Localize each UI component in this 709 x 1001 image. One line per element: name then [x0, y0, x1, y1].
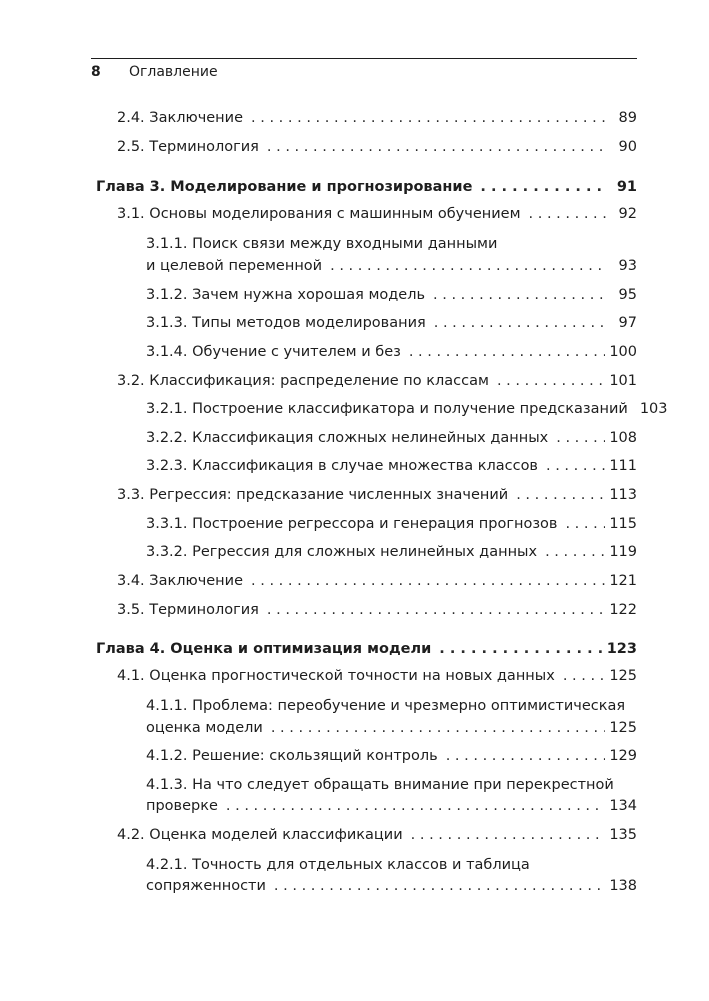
toc-entry[interactable]	[117, 666, 637, 686]
toc-entry[interactable]	[146, 718, 637, 738]
leader-dots	[226, 796, 605, 816]
toc-entry[interactable]	[146, 342, 637, 362]
toc-entry-label: 3.3.1. Построение регрессора и генерация прогнозов	[146, 516, 558, 532]
toc-entry-label: 3.1.2. Зачем нужна хорошая модель	[146, 287, 426, 303]
toc-entry-label: и целевой переменной	[146, 258, 323, 274]
leader-dots	[546, 456, 605, 476]
leader-dots	[330, 256, 607, 276]
leader-dots	[563, 666, 606, 686]
toc-entry-page: 122	[609, 602, 637, 618]
toc-entry[interactable]	[117, 571, 637, 591]
toc-entry-page: 103	[639, 401, 668, 417]
leader-dots	[251, 108, 607, 128]
toc-entry[interactable]	[146, 746, 637, 766]
toc-entry-label: проверке	[146, 798, 218, 814]
toc-chapter-label: Глава 4. Оценка и оптимизация модели	[96, 641, 432, 657]
leader-dots	[434, 313, 607, 333]
toc-entry-label: 3.3. Регрессия: предсказание численных значений	[117, 487, 509, 503]
toc-entry-label: 3.5. Терминология	[117, 602, 259, 618]
leader-dots	[267, 600, 605, 620]
toc-entry[interactable]	[146, 399, 668, 419]
toc-entry-label: 4.1.2. Решение: скользящий контроль	[146, 748, 438, 764]
toc-chapter[interactable]	[96, 639, 637, 659]
toc-entry[interactable]	[146, 514, 637, 534]
toc-entry-label-line1: 4.1.3. На что следует обращать внимание при перекрестной	[146, 777, 614, 793]
toc-entry-page: 89	[618, 110, 637, 126]
toc-entry-page: 113	[609, 487, 637, 503]
toc-entry[interactable]	[146, 313, 637, 333]
leader-dots	[274, 876, 605, 896]
toc-entry-page: 93	[618, 258, 637, 274]
toc-entry[interactable]	[146, 456, 637, 476]
toc-entry-page: 97	[618, 315, 637, 331]
toc-entry-label: 3.2.3. Классификация в случае множества классов	[146, 458, 538, 474]
toc-entry-label-line1: 3.1.1. Поиск связи между входными данными	[146, 236, 498, 252]
leader-dots	[516, 485, 605, 505]
toc-entry[interactable]	[146, 796, 637, 816]
toc-entry-page: 115	[609, 516, 637, 532]
toc-entry-page: 134	[609, 798, 637, 814]
toc-entry-page: 125	[609, 668, 637, 684]
toc-entry[interactable]	[117, 137, 637, 157]
leader-dots	[439, 639, 602, 659]
toc-entry-page: 108	[609, 430, 637, 446]
toc-entry-label: 4.1. Оценка прогностической точности на новых данных	[117, 668, 555, 684]
toc-entry-label: 2.5. Терминология	[117, 139, 259, 155]
toc-entry-label: 4.2. Оценка моделей классификации	[117, 827, 403, 843]
leader-dots	[433, 285, 607, 305]
leader-dots	[480, 177, 607, 197]
toc-entry[interactable]	[146, 428, 637, 448]
toc-entry-page: 125	[609, 720, 637, 736]
toc-entry-page: 138	[609, 878, 637, 894]
toc-entry-page: 135	[609, 827, 637, 843]
toc-chapter[interactable]	[96, 177, 637, 197]
toc-entry-label: 3.3.2. Регрессия для сложных нелинейных данных	[146, 544, 538, 560]
leader-dots	[545, 542, 605, 562]
toc-entry[interactable]	[146, 256, 637, 276]
toc-entry-page: 119	[609, 544, 637, 560]
toc-entry[interactable]	[146, 876, 637, 896]
toc-entry-label: 3.1. Основы моделирования с машинным обучением	[117, 206, 521, 222]
toc-entry-page: 111	[609, 458, 637, 474]
toc-entry-label: 3.1.3. Типы методов моделирования	[146, 315, 426, 331]
toc-entry-page: 129	[609, 748, 637, 764]
toc-entry-label-line1: 4.1.1. Проблема: переобучение и чрезмерно оптимистическая	[146, 698, 626, 714]
leader-dots	[251, 571, 605, 591]
leader-dots	[411, 825, 606, 845]
leader-dots	[529, 204, 607, 224]
toc-entry-page: 121	[609, 573, 637, 589]
toc-entry-page: 101	[609, 373, 637, 389]
toc-entry[interactable]	[117, 485, 637, 505]
toc-entry[interactable]	[117, 108, 637, 128]
leader-dots	[271, 718, 605, 738]
toc-entry-label: 3.1.4. Обучение с учителем и без	[146, 344, 401, 360]
toc-entry-label: 2.4. Заключение	[117, 110, 244, 126]
toc-entry[interactable]	[117, 204, 637, 224]
leader-dots	[556, 428, 605, 448]
toc-entry-label: 3.2. Классификация: распределение по классам	[117, 373, 489, 389]
toc-entry[interactable]	[146, 542, 637, 562]
leader-dots	[446, 746, 606, 766]
leader-dots	[497, 371, 605, 391]
toc-entry-label: сопряженности	[146, 878, 266, 894]
toc-entry[interactable]	[146, 285, 637, 305]
leader-dots	[565, 514, 605, 534]
toc-chapter-label: Глава 3. Моделирование и прогнозирование	[96, 179, 473, 195]
page-number: 8	[91, 64, 101, 80]
running-head-title: Оглавление	[129, 64, 218, 80]
toc-entry[interactable]	[117, 600, 637, 620]
leader-dots	[267, 137, 607, 157]
toc-entry-page: 100	[609, 344, 637, 360]
toc-entry-label-line1: 4.2.1. Точность для отдельных классов и таблица	[146, 857, 530, 873]
toc-entry-label: 3.2.1. Построение классификатора и получение предсказаний	[146, 401, 628, 417]
toc-entry[interactable]	[117, 371, 637, 391]
leader-dots	[409, 342, 605, 362]
toc-entry-page: 90	[618, 139, 637, 155]
toc-chapter-page: 91	[616, 179, 637, 195]
toc-entry-page: 92	[618, 206, 637, 222]
toc-entry-label: 3.4. Заключение	[117, 573, 244, 589]
toc-entry-page: 95	[618, 287, 637, 303]
toc-entry[interactable]	[117, 825, 637, 845]
toc-entry-label: 3.2.2. Классификация сложных нелинейных данных	[146, 430, 549, 446]
toc-entry-label: оценка модели	[146, 720, 263, 736]
toc-chapter-page: 123	[606, 641, 637, 657]
